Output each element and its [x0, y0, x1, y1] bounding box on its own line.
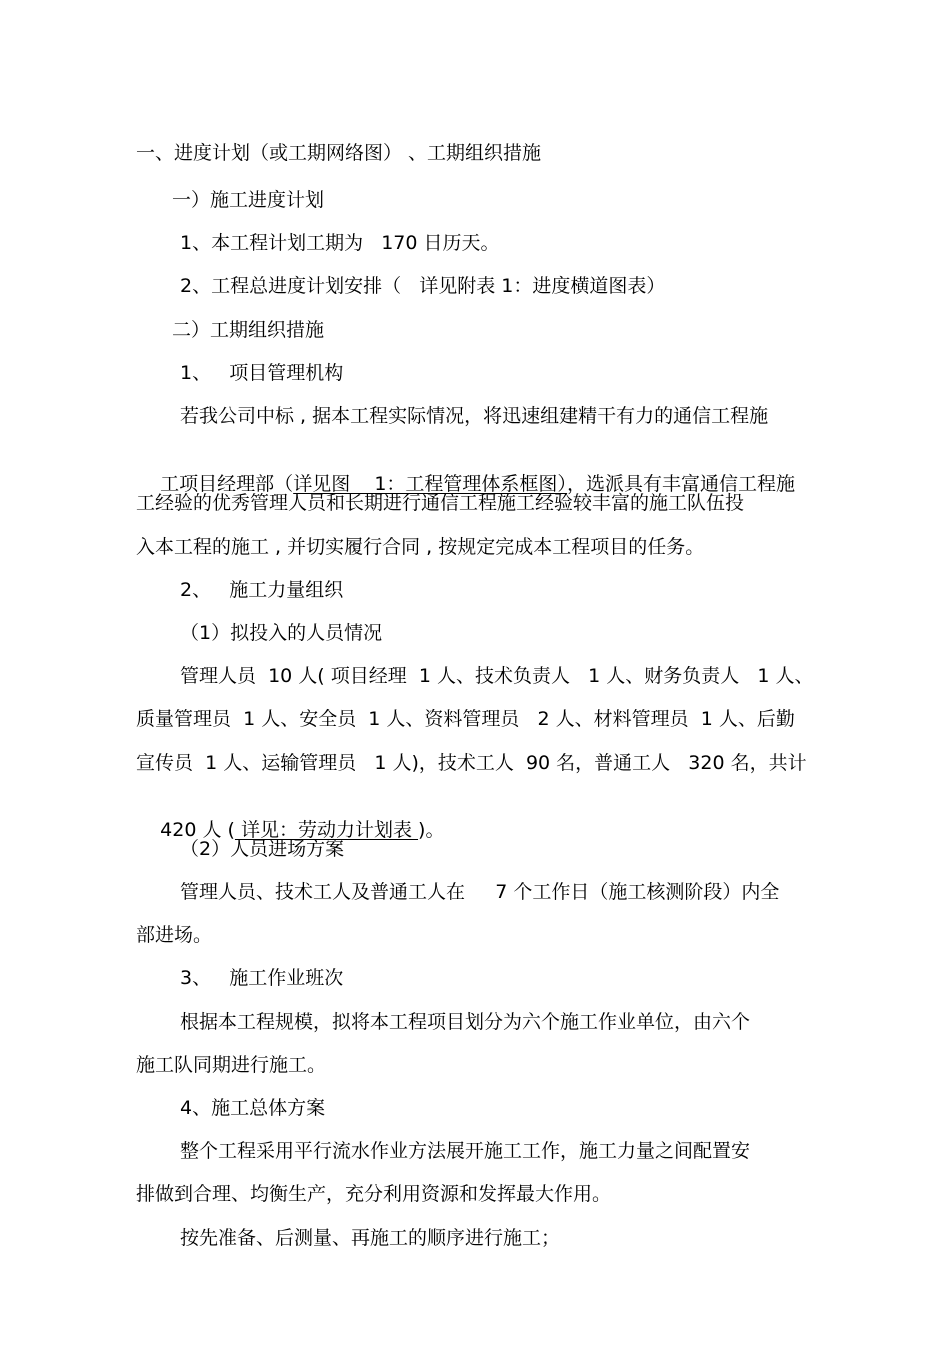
subsection-heading: 二）工期组织措施: [172, 319, 325, 341]
paragraph-line: 整个工程采用平行流水作业方法展开施工工作，施工力量之间配置安: [180, 1140, 751, 1162]
text-span: 工项目经理部（: [160, 473, 294, 495]
paragraph-line: 若我公司中标 , 据本工程实际情况，将迅速组建精干有力的通信工程施: [180, 405, 769, 427]
table-reference: 详见：劳动力计划表: [234, 819, 419, 841]
list-item: 3、 施工作业班次: [180, 967, 344, 989]
list-item: 2、工程总进度计划安排（ 详见附表 1：进度横道图表）: [180, 275, 666, 297]
list-item: （1）拟投入的人员情况: [180, 622, 383, 644]
list-item: 1、本工程计划工期为 170 日历天。: [180, 232, 500, 254]
list-item: 2、 施工力量组织: [180, 579, 344, 601]
list-item: 1、 项目管理机构: [180, 362, 344, 384]
paragraph-line: 根据本工程规模，拟将本工程项目划分为六个施工作业单位，由六个: [180, 1011, 751, 1033]
paragraph-line: 质量管理员 1 人、安全员 1 人、资料管理员 2 人、材料管理员 1 人、后勤: [136, 708, 795, 730]
figure-reference: 详见图 1：工程管理体系框图）: [293, 473, 567, 495]
text-span: ，选派具有丰富通信工程施: [566, 473, 795, 495]
paragraph-line: 入本工程的施工 , 并切实履行合同 , 按规定完成本工程项目的任务。: [136, 536, 705, 558]
paragraph-line: 排做到合理、均衡生产，充分利用资源和发挥最大作用。: [136, 1183, 612, 1205]
paragraph-line: 施工队同期进行施工。: [136, 1054, 327, 1076]
section-heading: 一、进度计划（或工期网络图） 、工期组织措施: [136, 142, 542, 164]
text-span: 420 人 (: [160, 819, 235, 841]
paragraph-line: 按先准备、后测量、再施工的顺序进行施工；: [180, 1227, 561, 1249]
paragraph-line: 部进场。: [136, 924, 213, 946]
paragraph-line: 管理人员、技术工人及普通工人在 7 个工作日（施工核测阶段）内全: [180, 881, 780, 903]
list-item: （2）人员进场方案: [180, 838, 345, 860]
paragraph-line: 宣传员 1 人、运输管理员 1 人)，技术工人 90 名，普通工人 320 名，共计: [136, 752, 807, 774]
paragraph-line: 管理人员 10 人( 项目经理 1 人、技术负责人 1 人、财务负责人 1 人、: [180, 665, 814, 687]
list-item: 4、施工总体方案: [180, 1097, 326, 1119]
subsection-heading: 一）施工进度计划: [172, 189, 325, 211]
text-span: )。: [418, 819, 445, 841]
paragraph-line: 工经验的优秀管理人员和长期进行通信工程施工经验较丰富的施工队伍投: [136, 492, 745, 514]
